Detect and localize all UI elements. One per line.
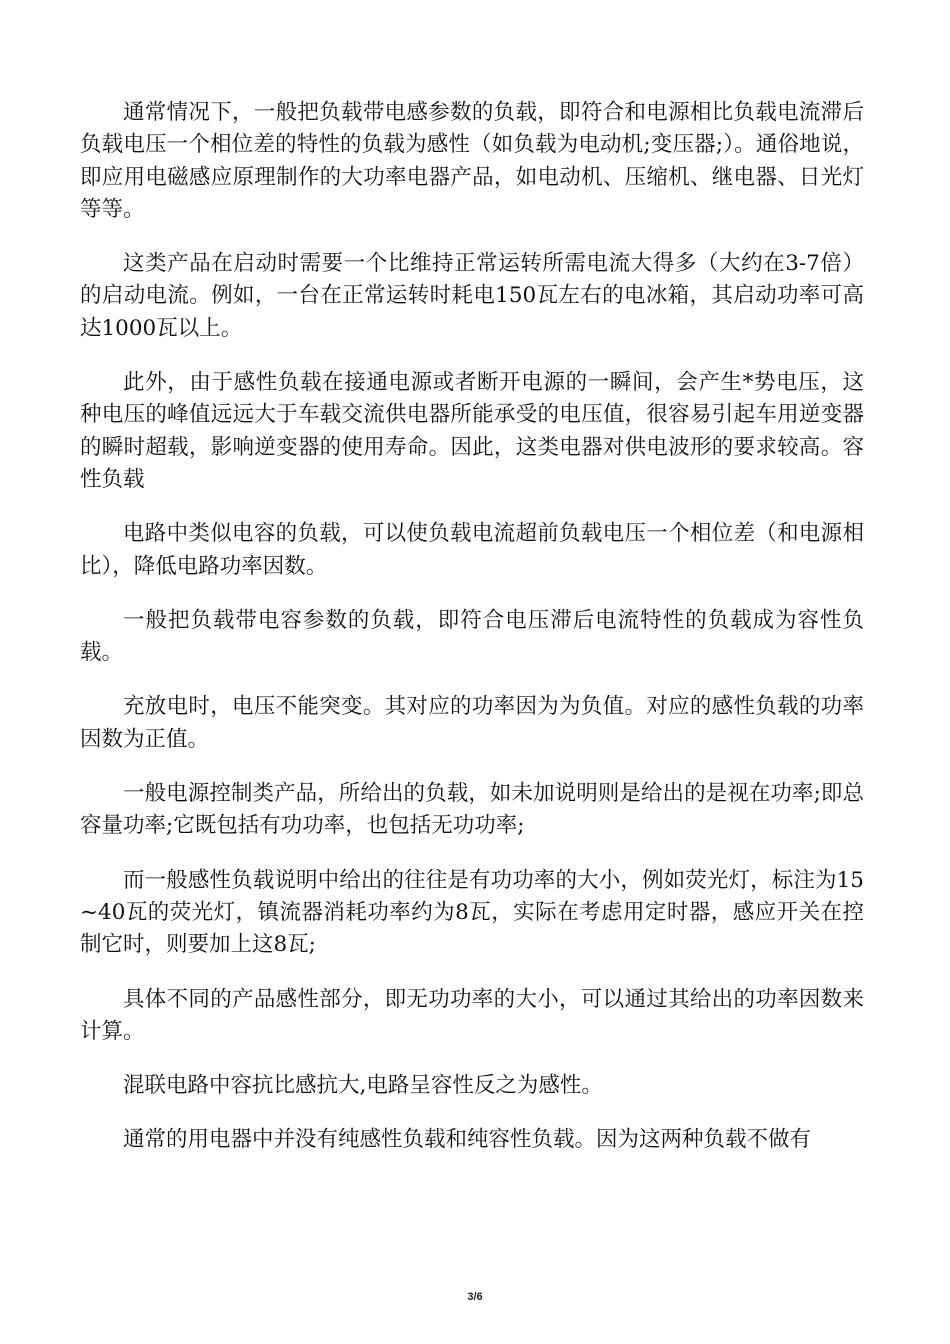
- paragraph: 具体不同的产品感性部分，即无功功率的大小，可以通过其给出的功率因数来计算。: [80, 986, 864, 1044]
- page-number: 3/6: [467, 1291, 483, 1303]
- paragraph: 通常情况下，一般把负载带电感参数的负载，即符合和电源相比负载电流滞后负载电压一个相位差的特性的负载为感性（如负载为电动机;变压器;）。通俗地说，即应用电磁感应原理制作的大功率电器产品，如电动机、压缩机、继电器、日光灯等等。: [80, 100, 864, 222]
- paragraph: 电路中类似电容的负载，可以使负载电流超前负载电压一个相位差（和电源相比），降低电路功率因数。: [80, 521, 864, 579]
- paragraph: 而一般感性负载说明中给出的往往是有功功率的大小，例如荧光灯，标注为15~40瓦的荧光灯，镇流器消耗功率约为8瓦，实际在考虑用定时器，感应开关在控制它时，则要加上这8瓦;: [80, 867, 864, 958]
- document-body: [80, 97, 864, 1179]
- paragraph: 此外，由于感性负载在接通电源或者断开电源的一瞬间，会产生*势电压，这种电压的峰值远远大于车载交流供电器所能承受的电压值，很容易引起车用逆变器的瞬时超载，影响逆变器的使用寿命。因此，这类电器对供电波形的要求较高。容性负载: [80, 370, 864, 492]
- paragraph: 这类产品在启动时需要一个比维持正常运转所需电流大得多（大约在3-7倍）的启动电流。例如，一台在正常运转时耗电150瓦左右的电冰箱，其启动功率可高达1000瓦以上。: [80, 251, 864, 341]
- paragraph: 一般把负载带电容参数的负载，即符合电压滞后电流特性的负载成为容性负载。: [80, 607, 864, 666]
- paragraph: 充放电时，电压不能突变。其对应的功率因为为负值。对应的感性负载的功率因数为正值。: [80, 694, 864, 752]
- paragraph: 通常的用电器中并没有纯感性负载和纯容性负载。因为这两种负载不做有: [123, 1127, 812, 1153]
- paragraph: 混联电路中容抗比感抗大,电路呈容性反之为感性。: [123, 1073, 603, 1099]
- paragraph: 一般电源控制类产品，所给出的负载，如未加说明则是给出的是视在功率;即总容量功率;它既包括有功功率，也包括无功功率;: [80, 781, 864, 839]
